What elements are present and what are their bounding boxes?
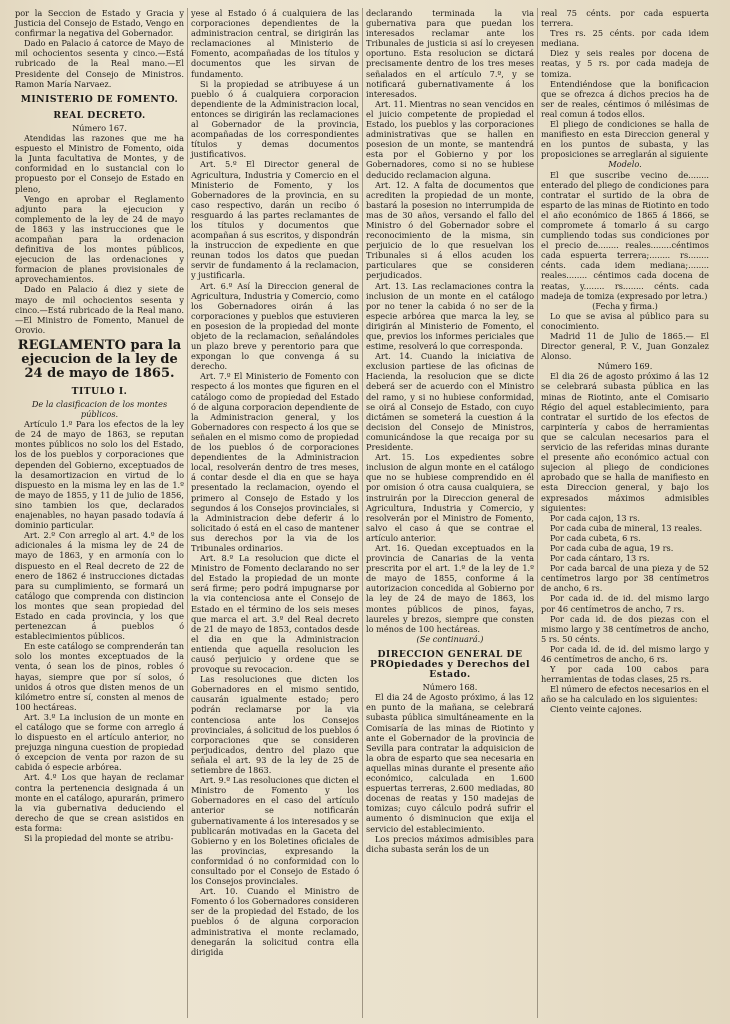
col1-paragraph: En este catálogo se comprenderán tan solo los montes exceptuados de la venta, ó sean los de pinos, robles ó hayas, siempre que por sí solos, ó unidos á otros que disten menos de un kilómetro entre sí, consten al menos de 100 hectáreas. [15,641,185,712]
col4-paragraph: Tres rs. 25 cénts. por cada idem mediana. [541,28,709,49]
col1-paragraph: Si la propiedad del monte se atribu- [24,833,174,844]
col1-paragraph: REAL DECRETO. [53,109,146,121]
col2-paragraph: Art. 9.º Las resoluciones que dicten el Ministro de Fomento y los Gobernadores en el caso del artículo anterior se notificarán gubernativamente á los interesados y se publicarán motivadas en la Gaceta del Gobierno y en los Boletines oficiales de las provincias, expresando la conformidad ó no conformidad con lo consultado por el Consejo de Estado ó los Consejos provinciales. [191,775,359,887]
col4-paragraph: Por cada barcal de una pieza y de 52 centímetros largo por 38 centímetros de ancho, 6 rs. [541,563,709,594]
col4-paragraph: Por cada cuba de mineral, 13 reales. [550,522,703,533]
col4-paragraph: Por cada id. de id. del mismo largo y 46 centímetros de ancho, 6 rs. [541,643,709,664]
column-2 [187,8,362,1018]
column-container [12,8,720,1018]
column-1 [12,8,187,1018]
col4-paragraph: El número de efectos necesarios en el año se ha calculado en los siguientes: [541,684,709,705]
col1-paragraph: REGLAMENTO para la ejecucion de la ley de 24 de mayo de 1865. [17,337,182,381]
col4-paragraph: Y por cada 100 cabos para herramientas de todas clases, 25 rs. [541,664,709,685]
col4-paragraph: Número 169. [597,361,653,372]
column-4 [537,8,712,1018]
col4-paragraph: Por cada id. de dos piezas con el mismo largo y 38 centímetros de ancho, 5 rs. 50 cénts. [541,613,709,644]
col1-paragraph: Vengo en aprobar el Reglamento adjunto para la ejecucion y complemento de la ley de 24 de mayo de 1863 y las instrucciones que le acompañan para la ordenacion definitiva de los montes públicos, ejecucion de las ordenaciones y formacion de planes provisionales de aprovechamientos. [15,193,184,285]
col1-paragraph: por la Seccion de Estado y Gracia y Justicia del Consejo de Estado, Vengo en confirmar la negativa del Gobernador. [15,8,184,39]
col1-paragraph: Artículo 1.º Para los efectos de la ley de 24 de mayo de 1863, se reputan montes públicos no solo los del Estado, los de los pueblos y corporaciones que dependen del Gobierno, exceptuados de la desamortizacion en virtud de lo dispuesto en la misma ley en las de 1.º de mayo de 1855, y 11 de julio de 1856, sino tambien los que, declarados enajenables, no hayan pasado todavía á dominio particular. [15,419,184,531]
col1-paragraph: Dado en Palacio á catorce de Mayo de mil ochocientos sesenta y cinco.—Está rubricado de la Real mano.—El Presidente del Consejo de Ministros. Ramon María Narvaez. [15,38,184,89]
col1-paragraph: Art. 2.º Con arreglo al art. 4.º de los adicionales á la misma ley de 24 de mayo de 1863, y en armonía con lo dispuesto en el Real decreto de 22 de enero de 1862 é instrucciones dictadas para su cumplimiento, se formará un catálogo que comprenda con distincion los montes que sean propiedad del Estado en cada provincia, y los que pertenezcan á pueblos ó establecimientos públicos. [15,530,184,642]
col4-paragraph: El dia 26 de agosto próximo á las 12 se celebrará subasta pública en las minas de Riotinto, ante el Comisario Régio del aquel establecimiento, para contratar el surtido de los efectos de carpintería y cabos de herramientas que se calculan necesarios para el servicio de las referidas minas durante el presente año económico actual con sujecion al pliego de condiciones aprobado que se halla de manifiesto en esta Direccion general, y bajo los expresados máximos admisibles siguientes: [541,371,709,513]
col4-paragraph: real 75 cénts. por cada espuerta terrera. [541,8,709,29]
col3-paragraph: Art. 16. Quedan exceptuados en la provincia de Canarias de la venta prescrita por el art. 1.º de la ley de 1.º de mayo de 1855, conforme á la autorizacion concedida al Gobierno por la ley de 24 de mayo de 1863, los montes públicos de pinos, fayas, laureles y brezos, siempre que consten lo ménos de 100 hectáreas. [366,542,534,634]
column-3 [362,8,537,1018]
col4-paragraph: El que suscribe vecino de........ enterado del pliego de condiciones para contratar el surtido de la obra de esparto de las minas de Riotinto en todo el año económico de 1865 á 1866, se compromete á tomarlo á su cargo cumpliendo todas sus condiciones por el precio de........ reales........céntimos cada espuerta terrera;........ rs........ cénts. cada idem mediana;........ reales........ céntimos cada docena de reatas, y........ rs........ cénts. cada madeja de tomiza (expresado por letra.) [541,169,709,301]
col2-paragraph: Art. 6.º Así la Direccion general de Agricultura, Industria y Comercio, como los Gobernadores oirán á las corporaciones y pueblos que estuvieren en posesion de la propiedad del monte objeto de la reclamacion, señalándoles un plazo breve y perentorio para que expongan lo que convenga á su derecho. [191,280,359,372]
col3-paragraph: El dia 24 de Agosto próximo, á las 12 en punto de la mañana, se celebrará subasta pública simultáneamente en la Comisaría de las minas de Riotinto y ante el Gobernador de la provincia de Sevilla para contratar la adquisicion de la obra de esparto que sea necesaria en aquellas minas durante el presente año económico, calculada en 1.600 espuertas terreras, 2.600 mediadas, 80 docenas de reatas y 150 madejas de tomizas; cuyo cálculo podrá sufrir el aumento ó disminucion que exija el servicio del establecimiento. [366,692,534,834]
col3-paragraph: Art. 14. Cuando la iniciativa de exclusion partiese de las oficinas de Hacienda, la resolucion que se dicte deberá ser de acuerdo con el Ministro del ramo, y si no hubiese conformidad, se oirá al Consejo de Estado, con cuyo dictámen se someterá la cuestion á la decision del Consejo de Ministros, comunicándose la que recaiga por su Presidente. [366,351,534,453]
col4-paragraph: Por cada cuba de agua, 19 rs. [550,542,674,553]
col1-paragraph: Número 167. [72,122,127,133]
col1-paragraph: Dado en Palacio á diez y siete de mayo de mil ochocientos sesenta y cinco.—Está rubricado de la Real mano.—El Ministro de Fomento, Manuel de Orovio. [15,284,184,335]
col2-paragraph: yese al Estado ó á cualquiera de las corporaciones dependientes de la administracion central, se dirigirán las reclamaciones al Ministerio de Fomento, acompañadas de los títulos y documentos que les sirvan de fundamento. [191,8,359,79]
col4-paragraph: Por cada id. de id. del mismo largo por 46 centímetros de ancho, 7 rs. [541,593,709,614]
col2-paragraph: Art. 10. Cuando el Ministro de Fomento ó los Gobernadores consideren ser de la propiedad del Estado, de los pueblos ó de alguna corporacion administrativa el monte reclamado, denegarán la solicitud contra ella dirigida [191,886,359,957]
col3-paragraph: (Se continuará.) [416,633,484,644]
col4-paragraph: El pliego de condiciones se halla de manifiesto en esta Direccion general y en los puntos de subasta, y las proposiciones se arreglarán al siguiente [541,119,709,160]
col2-paragraph: Art. 8.º La resolucion que dicte el Ministro de Fomento declarando no ser del Estado la propiedad de un monte será firme; pero podrá impugnarse por la via contenciosa ante el Consejo de Estado en el término de los seis meses que marca el art. 3.º del Real decreto de 21 de mayo de 1853, contados desde el dia en que la Administracion entienda que aquella resolucion les causó perjuicio y ordene que se provoque su revocacion. [191,553,359,675]
col3-paragraph: Art. 15. Los expedientes sobre inclusion de algun monte en el catálogo que no se hubiese comprendido en él por omision ó otra causa cualquiera, se instruirán por la Direccion general de Agricultura, Industria y Comercio, y resolverán por el Ministro de Fomento, salvo el caso á que se contrae el artículo anterior. [366,452,534,543]
col4-paragraph: Diez y seis reales por docena de reatas, y 5 rs. por cada madeja de tomiza. [541,48,709,79]
col4-paragraph: Ciento veinte cajones. [550,704,642,715]
col4-paragraph: Por cada cántaro, 13 rs. [550,553,650,564]
col1-paragraph: Atendidas las razones que me ha espuesto el Ministro de Fomento, oida la Junta facultativa de Montes, y de conformidad en lo sustancial con lo propuesto por el Consejo de Estado en pleno, [15,133,184,194]
col2-paragraph: Las resoluciones que dicten los Gobernadores en el mismo sentido, causarán igualmente estado; pero podrán reclamarse por la via contenciosa ante los Consejos provinciales, á solicitud de los pueblos ó corporaciones que se consideren perjudicados, dentro del plazo que señala el art. 93 de la ley de 25 de setiembre de 1863. [191,674,359,776]
col2-paragraph: Art. 5.º El Director general de Agricultura, Industria y Comercio en el Ministerio de Fomento, y los Gobernadores de la provincia, en su caso respectivo, darán un recibo ó resguardo á las partes reclamantes de los títulos y documentos que acompañan á sus escritos, y dispondrán la instruccion de expediente en que reunan todos los datos que puedan servir de fundamento á la reclamacion, y justificarla. [191,159,359,281]
col4-paragraph: Por cada cubeta, 6 rs. [550,532,641,543]
col1-paragraph: MINISTERIO DE FOMENTO. [20,93,179,105]
col4-paragraph: Entendiéndose que la bonificacion que se ofrezca á dichos precios ha de ser de reales, céntimos ó milésimas de real comun á todos ellos. [541,78,709,119]
col3-paragraph: Art. 13. Las reclamaciones contra la inclusion de un monte en el catálogo por no tener la cabida ó no ser de la especie arbórea que marca la ley, se dirigirán al Ministerio de Fomento, el que, previos los informes periciales que estime, resolverá lo que corresponda. [366,280,534,352]
col1-paragraph: De la clasificacion de los montes públicos. [31,399,168,420]
col3-paragraph: Número 168. [422,682,478,693]
col4-paragraph: (Fecha y firma.) [592,300,658,311]
col2-paragraph: Si la propiedad se atribuyese á un pueblo ó á cualquiera corporacion dependiente de la Administracion local, entonces se dirigirán las reclamaciones al Gobernador de la provincia, acompañadas de los correspondientes títulos y demas documentos justificativos. [191,78,359,160]
col1-paragraph: TITULO I. [71,385,128,397]
col4-paragraph: Lo que se avisa al público para su conocimiento. [541,310,709,331]
col3-paragraph: declarando terminada la via gubernativa para que puedan los interesados reclamar ante los Tribunales de justicia si así lo creyesen oportuno. Esta resolucion se dictará precisamente dentro de los tres meses señalados en el artículo 7.º, y se notificará gubernativamente á los interesados. [366,8,534,99]
col4-paragraph: Madrid 11 de Julio de 1865.— El Director general, P. V., Juan Gonzalez Alonso. [541,331,709,362]
col1-paragraph: Art. 3.º La inclusion de un monte en el catálogo que se forme con arreglo á lo dispuesto en el artículo anterior, no prejuzga ninguna cuestion de propiedad ó excepcion de venta por razon de su cabida ó especie arbórea. [15,711,184,773]
col4-paragraph: Modelo. [608,159,642,170]
col3-paragraph: Art. 11. Mientras no sean vencidos en el juicio competente de propiedad el Estado, los pueblos y las corporaciones administrativas que se hallen en posesion de un monte, se mantendrá esta por el Gobierno y por los Gobernadores, como si no se hubiese deducido reclamacion alguna. [366,98,534,180]
col3-paragraph: DIRECCION GENERAL DE PROpiedades y Derechos del Estado. [370,648,530,681]
col4-paragraph: Por cada cajon, 13 rs. [550,512,640,523]
col1-paragraph: Art. 4.º Los que hayan de reclamar contra la pertenencia designada á un monte en el catálogo, apurarán, primero la via gubernativa deduciendo el derecho de que se crean asistidos en esta forma: [15,772,184,833]
col2-paragraph: Art. 7.º El Ministerio de Fomento con respecto á los montes que figuren en el catálogo como de propiedad del Estado ó de alguna corporacion dependiente de la Administracion general, y los Gobernadores con respecto á los que se señalen en el mismo como de propiedad de los pueblos ó de corporaciones dependientes de la Administracion local, resolverán dentro de tres meses, á contar desde el dia en que se haya presentado la reclamacion, oyendo el primero al Consejo de Estado y los segundos á los Consejos provinciales, si la Administracion debe deferir á lo solicitado ó está en el caso de mantener sus derechos por la via de los Tribunales ordinarios. [191,371,359,553]
col3-paragraph: Art. 12. A falta de documentos que acrediten la propiedad de un monte, bastará la posesion no interrumpida de mas de 30 años, versando el fallo del Ministro ó del Gobernador sobre el reconocimiento de la misma, sin perjuicio de lo que resuelvan los Tribunales si á ellos acuden los particulares que se consideren perjudicados. [366,179,534,281]
col3-paragraph: Los precios máximos admisibles para dicha subasta serán los de un [366,833,534,854]
